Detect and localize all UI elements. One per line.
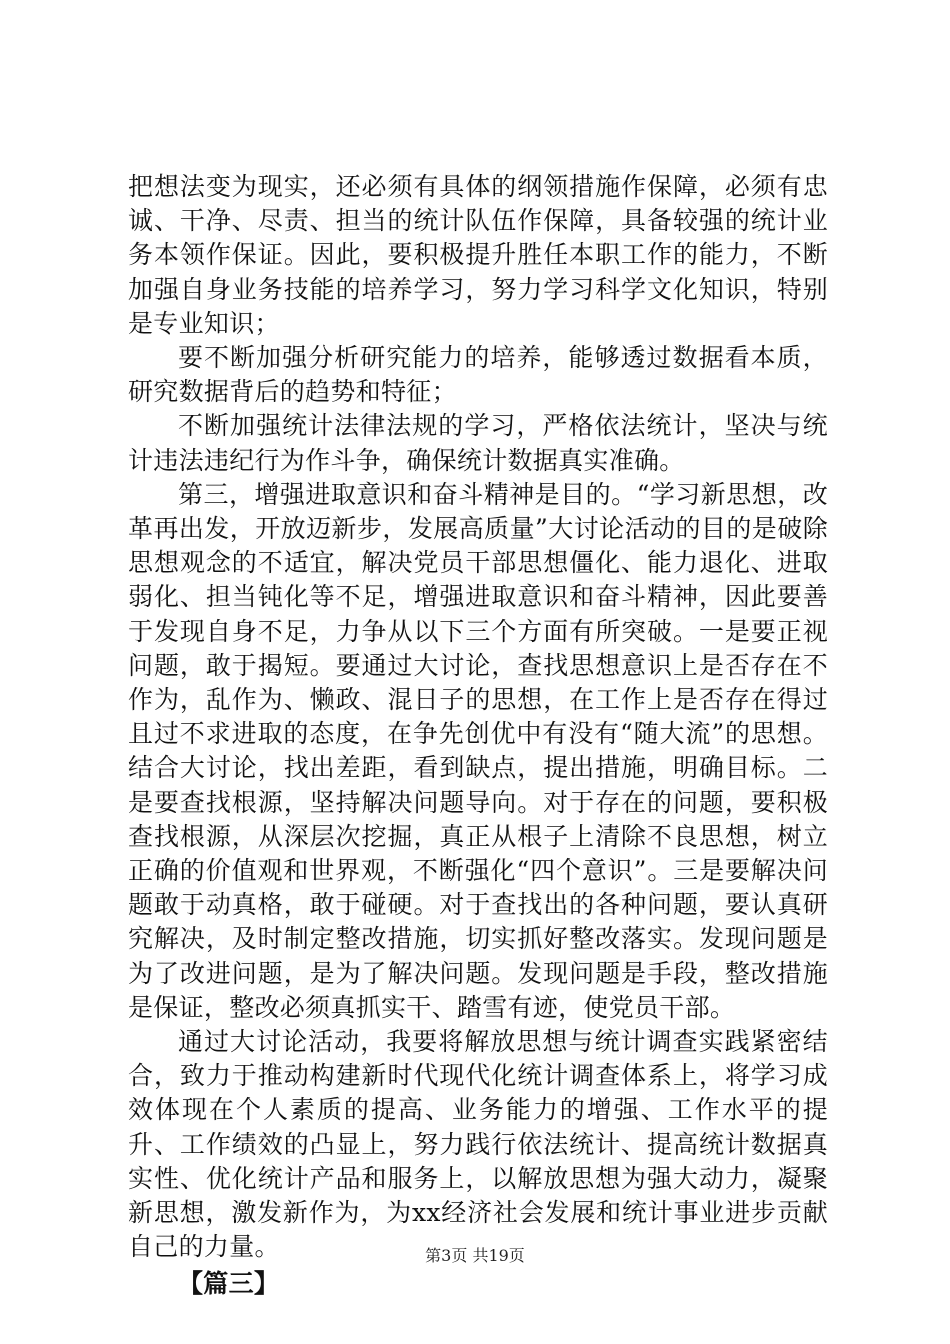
- paragraph-conclusion: 通过大讨论活动，我要将解放思想与统计调查实践紧密结合，致力于推动构建新时代现代化统计调查体系上，将学习成效体现在个人素质的提高、业务能力的增强、工作水平的提升、工作绩效的凸显上，努力践行依法统计、提高统计数据真实性、优化统计产品和服务上，以解放思想为强大动力，凝聚新思想，激发新作为，为xx经济社会发展和统计事业进步贡献自己的力量。: [128, 1027, 828, 1262]
- paragraph-analysis: 要不断加强分析研究能力的培养，能够透过数据看本质，研究数据背后的趋势和特征；: [128, 343, 828, 407]
- paragraph-continuation: 把想法变为现实，还必须有具体的纲领措施作保障，必须有忠诚、干净、尽责、担当的统计队伍作保障，具备较强的统计业务本领作保证。因此，要积极提升胜任本职工作的能力，不断加强自身业务技能的培养学习，努力学习科学文化知识，特别是专业知识；: [128, 172, 828, 338]
- paragraph-third-point: 第三，增强进取意识和奋斗精神是目的。“学习新思想，改革再出发，开放迈新步，发展高质量”大讨论活动的目的是破除思想观念的不适宜，解决党员干部思想僵化、能力退化、进取弱化、担当钝化等不足，增强进取意识和奋斗精神，因此要善于发现自身不足，力争从以下三个方面有所突破。一是要正视问题，敢于揭短。要通过大讨论，查找思想意识上是否存在不作为，乱作为、懒政、混日子的思想，在工作上是否存在得过且过不求进取的态度，在争先创优中有没有“随大流”的思想。结合大讨论，找出差距，看到缺点，提出措施，明确目标。二是要查找根源，坚持解决问题导向。对于存在的问题，要积极查找根源，从深层次挖掘，真正从根子上清除不良思想，树立正确的价值观和世界观，不断强化“四个意识”。三是要解决问题敢于动真格，敢于碰硬。对于查找出的各种问题，要认真研究解决，及时制定整改措施，切实抓好整改落实。发现问题是为了改进问题，是为了解决问题。发现问题是手段，整改措施是保证，整改必须真抓实干、踏雪有迹，使党员干部。: [128, 479, 828, 1022]
- section-heading: 【篇三】: [178, 1268, 280, 1298]
- paragraph-law: 不断加强统计法律法规的学习，严格依法统计，坚决与统计违法违纪行为作斗争，确保统计数据真实准确。: [128, 411, 828, 475]
- page-footer: 第3页 共19页: [425, 1246, 525, 1265]
- document-body: [128, 170, 828, 1301]
